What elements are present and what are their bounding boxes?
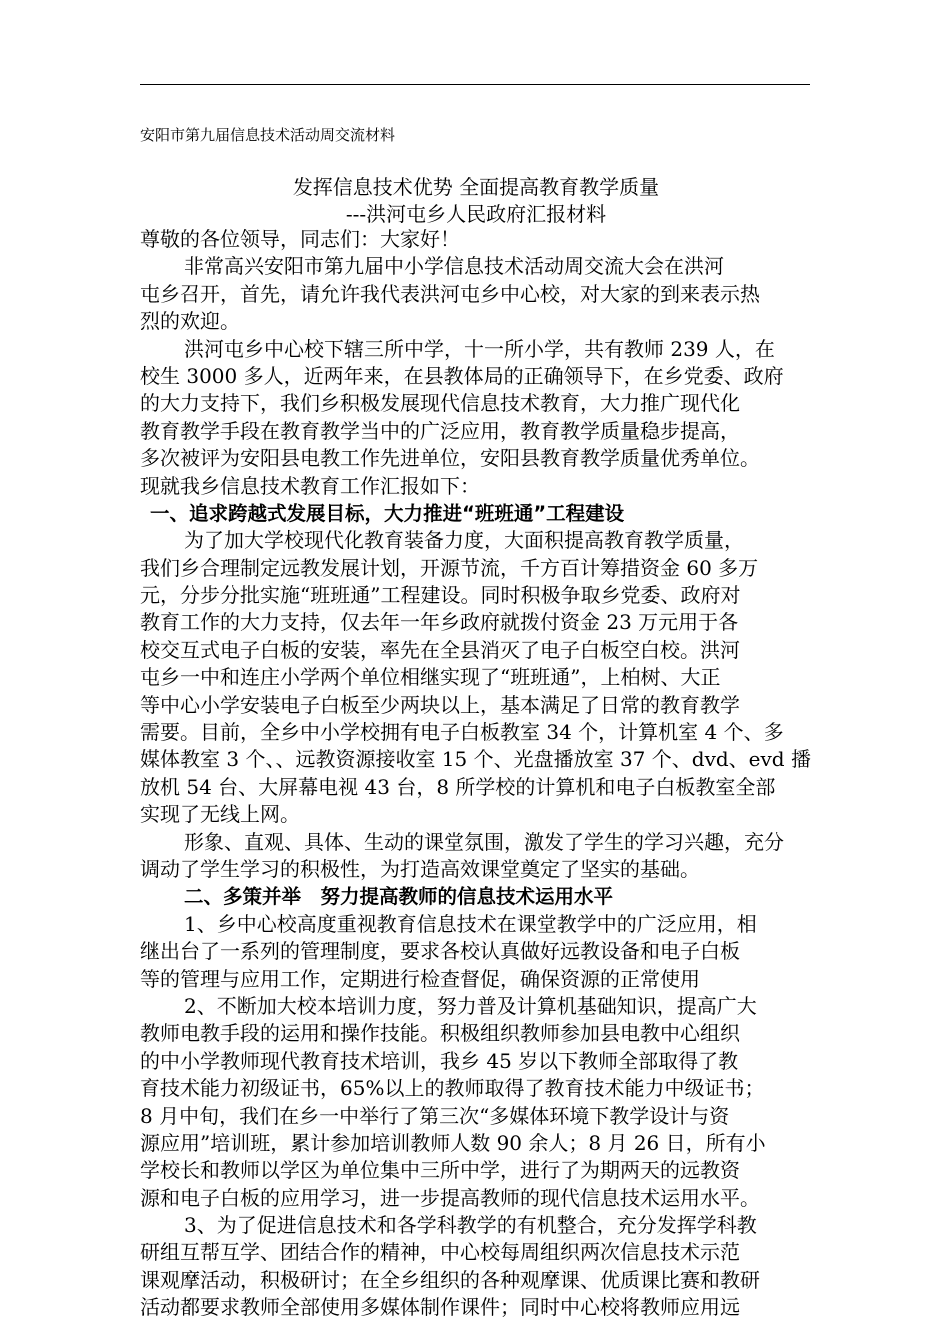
paragraph-line: 研组互帮互学、团结合作的精神，中心校每周组织两次信息技术示范 [140, 1240, 740, 1265]
paragraph-line: 课观摩活动，积极研讨；在全乡组织的各种观摩课、优质课比赛和教研 [140, 1267, 760, 1292]
paragraph-line: 实现了无线上网。 [140, 802, 300, 827]
paragraph-line: 放机 54 台、大屏幕电视 43 台，8 所学校的计算机和电子白板教室全部 [140, 774, 776, 799]
paragraph-line: 8 月中旬，我们在乡一中举行了第三次“多媒体环境下教学设计与资 [140, 1103, 730, 1128]
section-heading-2: 二、多策并举 努力提高教师的信息技术运用水平 [184, 885, 614, 909]
paragraph-line: 源和电子白板的应用学习，进一步提高教师的现代信息技术运用水平。 [140, 1185, 760, 1210]
paragraph-line: 形象、直观、具体、生动的课堂氛围，激发了学生的学习兴趣，充分 [184, 829, 784, 854]
paragraph-line: 调动了学生学习的积极性，为打造高效课堂奠定了坚实的基础。 [140, 856, 700, 881]
paragraph-line: 校交互式电子白板的安装，率先在全县消灭了电子白板空白校。洪河 [140, 637, 740, 662]
section-heading-1: 一、追求跨越式发展目标，大力推进“班班通”工程建设 [150, 501, 625, 525]
paragraph-line: 活动都要求教师全部使用多媒体制作课件；同时中心校将教师应用远 [140, 1295, 740, 1320]
header-note: 安阳市第九届信息技术活动周交流材料 [140, 126, 396, 144]
paragraph-line: 2、不断加大校本培训力度，努力普及计算机基础知识，提高广大 [184, 993, 757, 1018]
paragraph-line: 多次被评为安阳县电教工作先进单位，安阳县教育教学质量优秀单位。 [140, 446, 760, 471]
document-subtitle: ---洪河屯乡人民政府汇报材料 [345, 202, 607, 226]
paragraph-line: 校生 3000 多人，近两年来，在县教体局的正确领导下，在乡党委、政府 [140, 363, 784, 388]
paragraph-line: 学校长和教师以学区为单位集中三所中学，进行了为期两天的远教资 [140, 1158, 740, 1183]
paragraph-line: 等的管理与应用工作，定期进行检查督促，确保资源的正常使用 [140, 966, 700, 991]
paragraph-line: 为了加大学校现代化教育装备力度，大面积提高教育教学质量， [184, 528, 744, 553]
paragraph-line: 继出台了一系列的管理制度，要求各校认真做好远教设备和电子白板 [140, 939, 740, 964]
header-rule [140, 84, 810, 85]
paragraph-line: 育技术能力初级证书，65%以上的教师取得了教育技术能力中级证书； [140, 1076, 765, 1101]
paragraph-line: 1、乡中心校高度重视教育信息技术在课堂教学中的广泛应用，相 [184, 911, 757, 936]
paragraph-line: 教师电教手段的运用和操作技能。积极组织教师参加县电教中心组织 [140, 1021, 740, 1046]
paragraph-line: 教育工作的大力支持，仅去年一年乡政府就拨付资金 23 万元用于各 [140, 610, 739, 635]
paragraph-line: 现就我乡信息技术教育工作汇报如下： [140, 473, 480, 498]
paragraph-line: 需要。目前，全乡中小学校拥有电子白板教室 34 个，计算机室 4 个、多 [140, 720, 784, 745]
paragraph-line: 元，分步分批实施“班班通”工程建设。同时积极争取乡党委、政府对 [140, 583, 741, 608]
paragraph-line: 非常高兴安阳市第九届中小学信息技术活动周交流大会在洪河 [184, 254, 724, 279]
paragraph-line: 洪河屯乡中心校下辖三所中学，十一所小学，共有教师 239 人，在 [184, 336, 775, 361]
document-body [140, 226, 820, 1322]
paragraph-line: 屯乡一中和连庄小学两个单位相继实现了“班班通”，上柏树、大正 [140, 665, 721, 690]
paragraph-line: 屯乡召开，首先，请允许我代表洪河屯乡中心校，对大家的到来表示热 [140, 281, 760, 306]
paragraph-line: 我们乡合理制定远教发展计划，开源节流，千方百计筹措资金 60 多万 [140, 555, 759, 580]
paragraph-line: 教育教学手段在教育教学当中的广泛应用，教育教学质量稳步提高， [140, 418, 740, 443]
paragraph-line: 媒体教室 3 个、、远教资源接收室 15 个、光盘播放室 37 个、dvd、evd 播 [140, 747, 811, 772]
paragraph-line: 的中小学教师现代教育技术培训，我乡 45 岁以下教师全部取得了教 [140, 1048, 739, 1073]
paragraph-line: 烈的欢迎。 [140, 309, 240, 334]
paragraph-line: 源应用”培训班，累计参加培训教师人数 90 余人；8 月 26 日，所有小 [140, 1130, 766, 1155]
paragraph-line: 的大力支持下，我们乡积极发展现代信息技术教育，大力推广现代化 [140, 391, 740, 416]
paragraph-line: 等中心小学安装电子白板至少两块以上，基本满足了日常的教育教学 [140, 692, 740, 717]
document-title: 发挥信息技术优势 全面提高教育教学质量 [292, 175, 660, 199]
salutation: 尊敬的各位领导，同志们：大家好！ [140, 227, 460, 251]
paragraph-line: 3、为了促进信息技术和各学科教学的有机整合，充分发挥学科教 [184, 1213, 757, 1238]
